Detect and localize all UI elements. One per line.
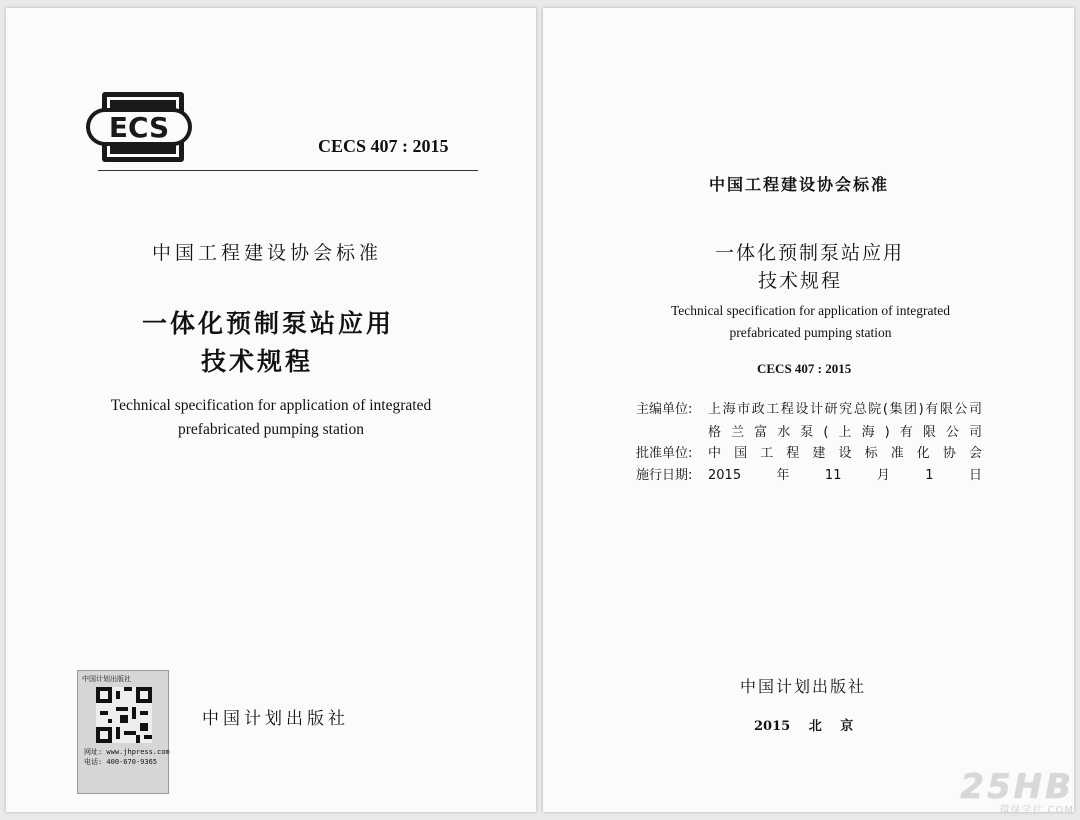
info-row-approver <box>636 442 982 462</box>
watermark-sub: 環保学社.COM <box>999 805 1074 816</box>
organization-name: 中国工程建设协会标准 <box>709 175 890 194</box>
stamp-header: 中国计划出版社 <box>82 675 131 683</box>
title-line-2: 技术规程 <box>201 347 314 376</box>
info-label: 批准单位: <box>636 446 693 461</box>
ecs-logo <box>80 90 196 164</box>
publisher: 中国计划出版社 <box>202 709 349 729</box>
stamp-website: 网址: www.jhpress.com <box>84 748 170 756</box>
publisher: 中国计划出版社 <box>740 677 867 696</box>
standard-number: CECS 407 : 2015 <box>757 361 852 376</box>
info-value: 2015年11月1日 <box>708 468 982 483</box>
info-row-co-editor <box>636 421 982 441</box>
info-value: 上海市政工程设计研究总院(集团)有限公司 <box>708 402 982 417</box>
english-title-line-2: prefabricated pumping station <box>178 421 364 438</box>
english-title <box>603 300 1018 344</box>
english-title <box>46 394 496 442</box>
title-line-1: 一体化预制泵站应用 <box>142 309 395 338</box>
qr-code <box>96 687 152 743</box>
title-line-2: 技术规程 <box>758 270 843 292</box>
stamp-phone: 电话: 400-670-9365 <box>84 758 158 766</box>
organization-name: 中国工程建设协会标准 <box>152 242 383 264</box>
svg-text:ECS: ECS <box>108 111 170 144</box>
english-title-line-1: Technical specification for application of integrated <box>110 397 432 414</box>
info-label: 主编单位: <box>636 402 693 417</box>
site-watermark <box>960 767 1074 816</box>
left-page <box>6 8 536 812</box>
english-title-line-1: Technical specification for application of integrated <box>670 303 951 318</box>
watermark-brand: 25HB <box>960 767 1074 807</box>
title-line-1: 一体化预制泵站应用 <box>715 242 905 264</box>
anti-counterfeit-stamp <box>77 670 169 794</box>
info-row-effective-date <box>636 464 982 484</box>
header-rule <box>98 170 478 171</box>
right-page <box>543 8 1074 812</box>
english-title-line-2: prefabricated pumping station <box>729 325 892 340</box>
info-row-chief-editor <box>636 398 982 418</box>
standard-number: CECS 407 : 2015 <box>318 136 449 156</box>
info-label: 施行日期: <box>636 468 693 483</box>
info-value: 中国工程建设标准化协会 <box>708 446 982 461</box>
info-value: 格兰富水泵(上海)有限公司 <box>708 425 982 440</box>
place-year: 2015 北 京 <box>754 719 854 734</box>
